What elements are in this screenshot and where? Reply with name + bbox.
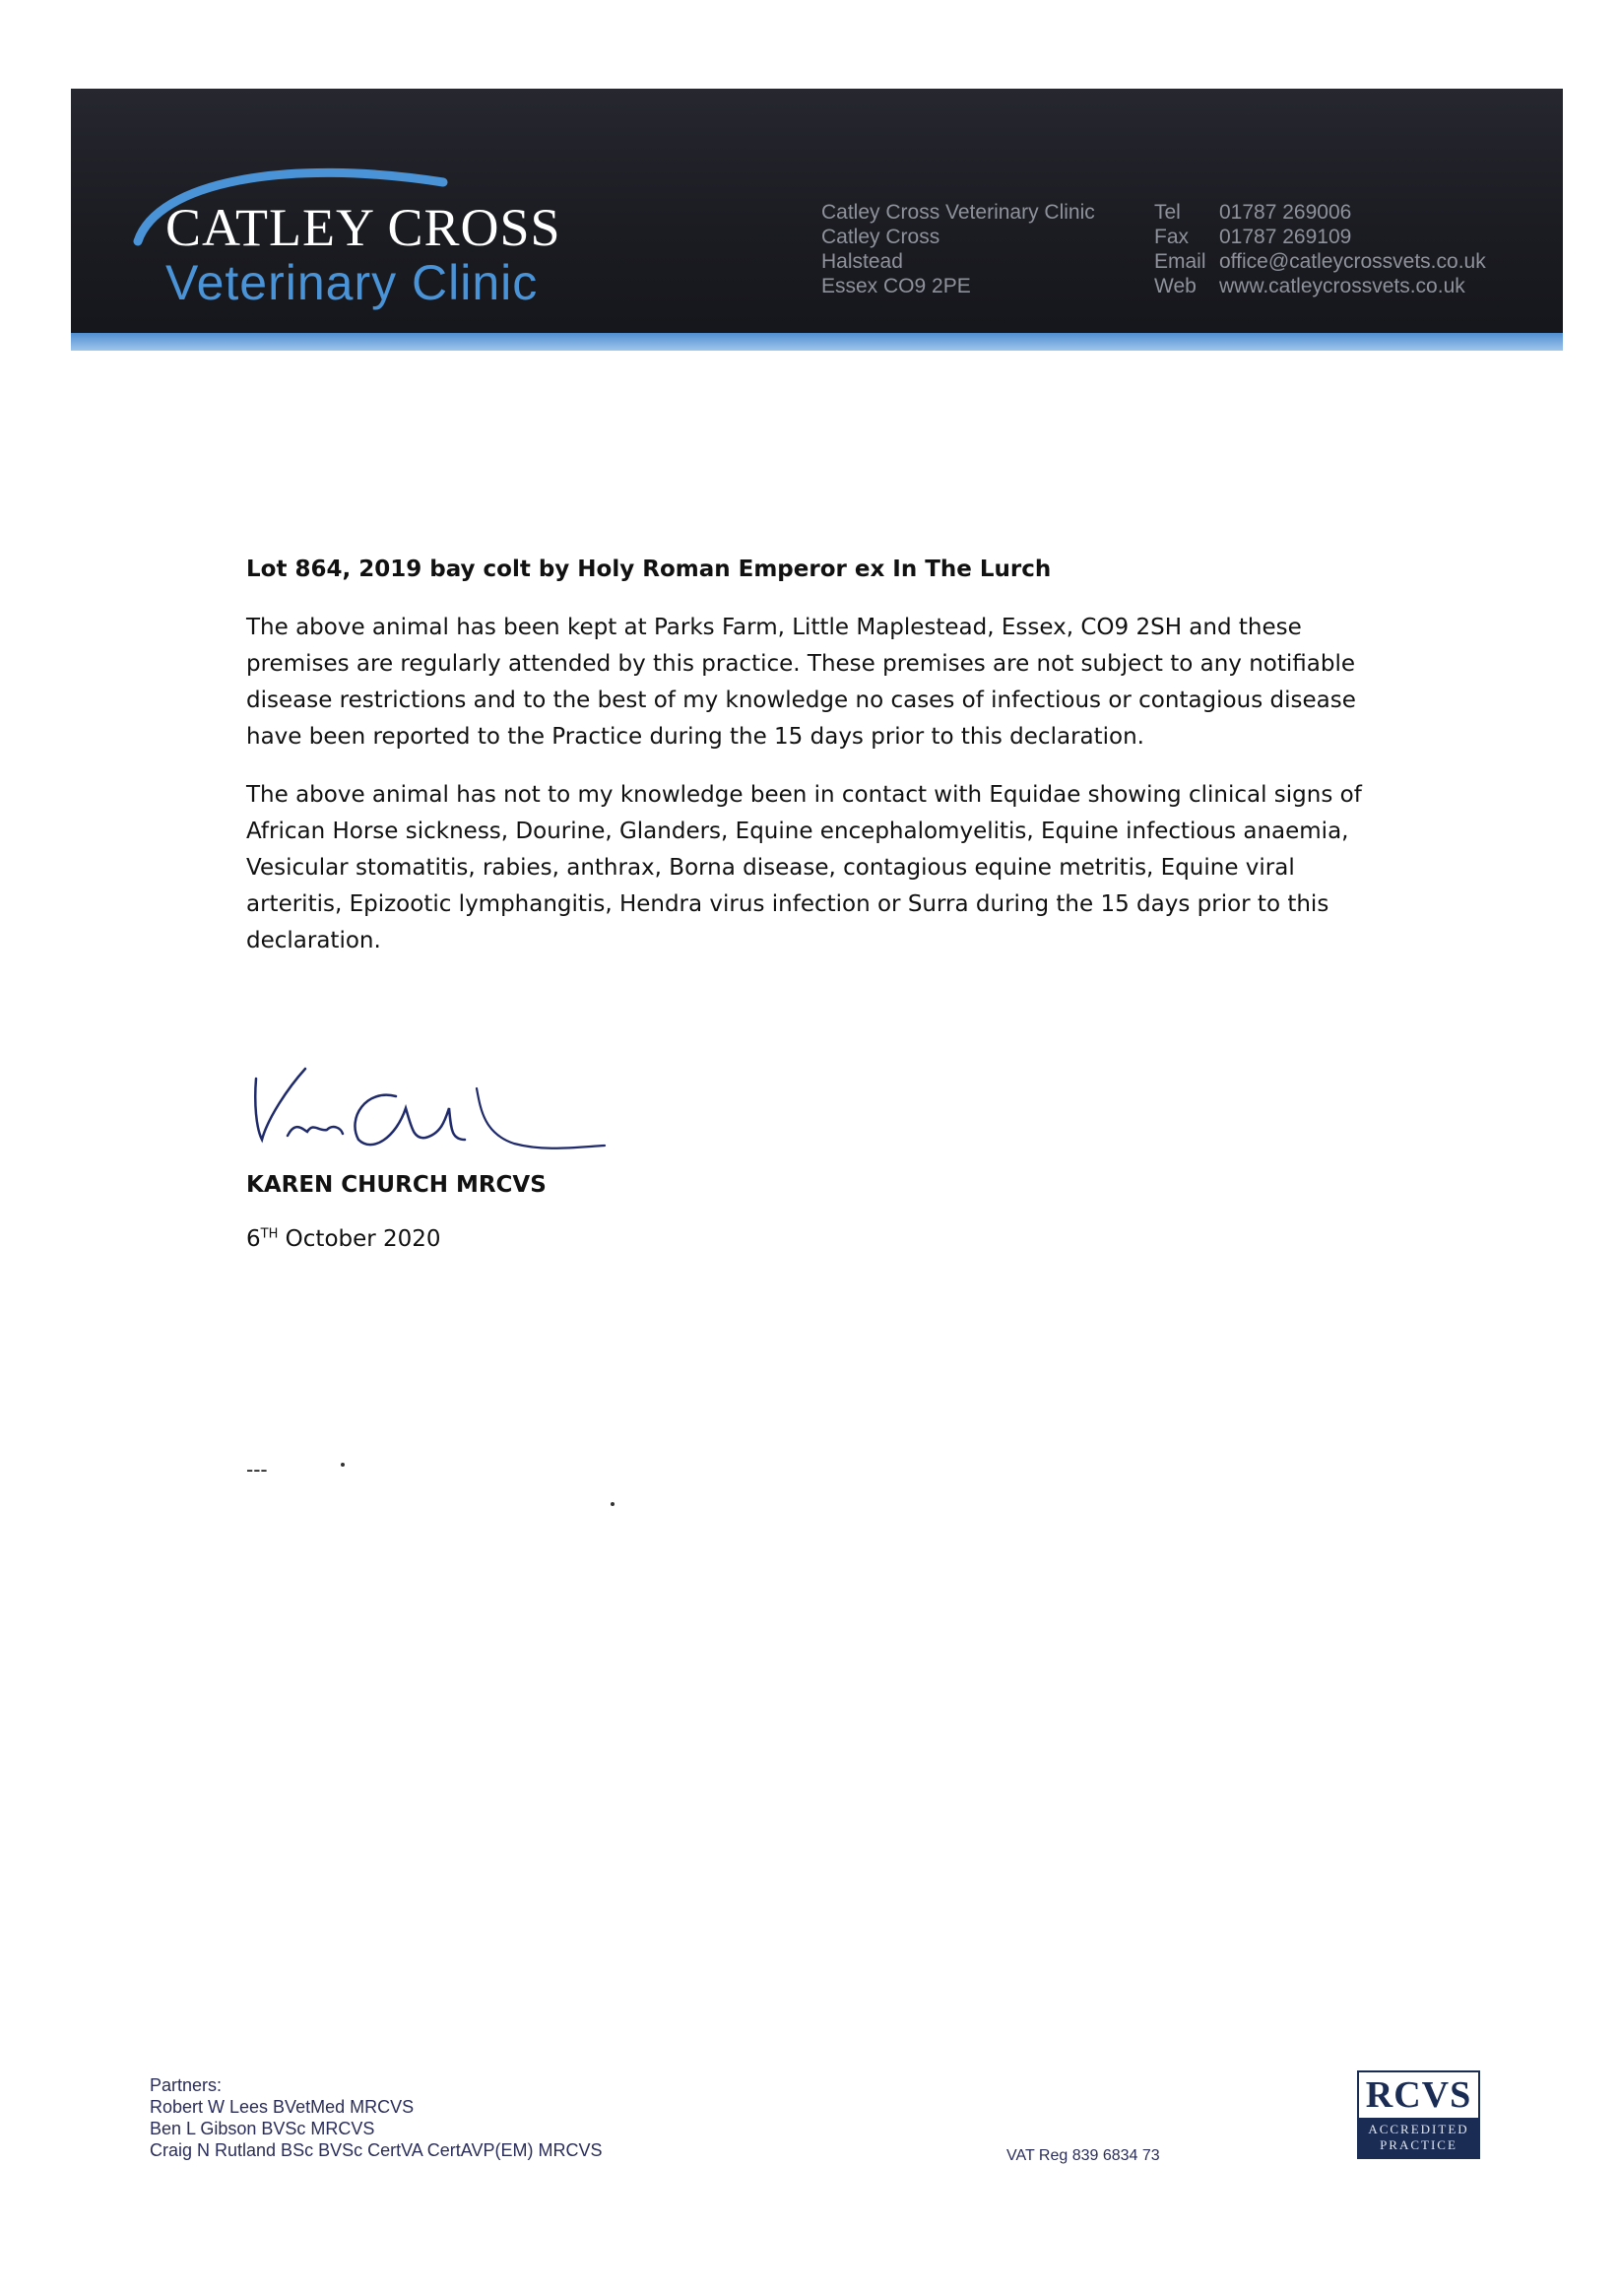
contact-value: www.catleycrossvets.co.uk [1219,275,1465,297]
partner-line: Ben L Gibson BVSc MRCVS [150,2119,375,2138]
contact-label: Email [1154,250,1206,273]
rcvs-badge-caption [1359,2118,1478,2157]
rcvs-accredited-badge [1357,2070,1480,2159]
logo-name: CATLEY CROSS [165,198,561,257]
date-day: 6 [246,1226,261,1252]
date-suffix: TH [260,1226,279,1242]
letter-paragraph: The above animal has been kept at Parks Farm, Little Maplestead, Essex, CO9 2SH and these premises are regularly attended by this practice. These premises are not subject to any notifiable disease restrictions and to the best of my knowledge no cases of infectious or contagious disease have been reported to the Practice during the 15 days prior to this declaration. [246,615,1356,750]
address-line: Halstead [821,250,903,273]
contact-label: Web [1154,275,1197,297]
address-line: Essex CO9 2PE [821,275,971,297]
contact-row-email [1154,249,1486,274]
rcvs-caption-line: ACCREDITED [1368,2122,1469,2136]
dash-marker: --- [246,1458,268,1481]
letter-subject: Lot 864, 2019 bay colt by Holy Roman Emperor ex In The Lurch [246,557,1052,582]
letter-date [246,1226,441,1252]
scan-speck [341,1463,345,1467]
letter-body [246,552,1379,981]
partners-heading: Partners: [150,2075,223,2095]
clinic-address [821,200,1095,298]
signer-name: KAREN CHURCH MRCVS [246,1172,547,1198]
contact-row-web [1154,274,1486,298]
date-month-year: October 2020 [278,1226,441,1252]
scan-speck [611,1502,615,1506]
vat-registration: VAT Reg 839 6834 73 [1006,2147,1160,2164]
clinic-contacts [1154,200,1486,298]
partner-line: Craig N Rutland BSc BVSc CertVA CertAVP(EM) MRCVS [150,2140,603,2160]
contact-row-fax [1154,225,1486,249]
rcvs-caption-line: PRACTICE [1380,2137,1457,2152]
letter-paragraph: The above animal has not to my knowledge been in contact with Equidae showing clinical signs of African Horse sickness, Dourine, Glanders, Equine encephalomyelitis, Equine infectious anaemia, Vesicular stomatitis, rabies, anthrax, Borna disease, contagious equine metritis, Equine viral arteritis, Epizootic lymphangitis, Hendra virus infection or Surra during the 15 days prior to this declaration. [246,782,1362,953]
partners-list [150,2074,602,2161]
address-line: Catley Cross Veterinary Clinic [821,201,1095,224]
address-line: Catley Cross [821,226,940,248]
contact-label: Fax [1154,226,1190,248]
letterhead-stripe [71,333,1563,351]
partner-line: Robert W Lees BVetMed MRCVS [150,2097,415,2117]
contact-value: 01787 269109 [1219,226,1352,248]
handwritten-signature [248,1049,613,1162]
logo-subtitle: Veterinary Clinic [165,255,539,310]
contact-row-tel [1154,200,1486,225]
contact-value: 01787 269006 [1219,201,1352,224]
rcvs-logo-text: RCVS [1365,2074,1472,2116]
contact-label: Tel [1154,201,1181,224]
contact-value: office@catleycrossvets.co.uk [1219,250,1486,273]
